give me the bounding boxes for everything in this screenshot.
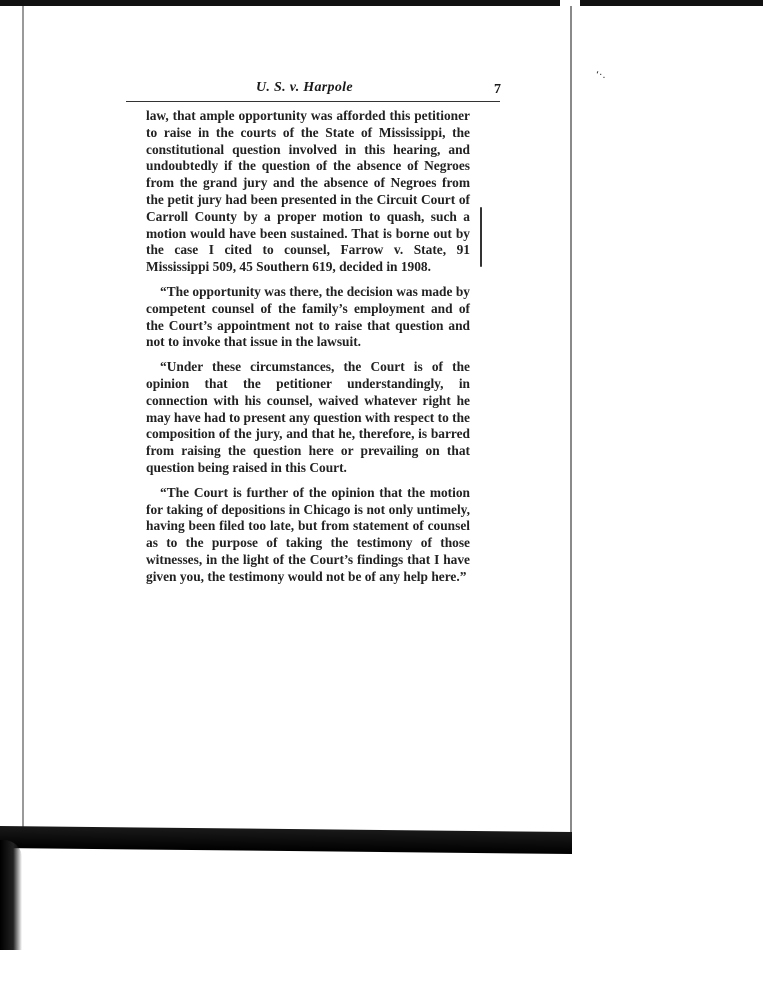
page-left-edge: [22, 6, 24, 830]
page-number: 7: [494, 82, 501, 97]
scan-top-edge: [0, 0, 763, 6]
paragraph: “The Court is further of the opinion that the motion for taking of depositions in Chicago is not only untimely, having been filed too late, but from statement of counsel as to the purpose of taking the testimony of those witnesses, in the light of the Court’s findings that I have given you, the testimony would not be of any help here.”: [146, 484, 470, 584]
running-title: U. S. v. Harpole: [256, 80, 353, 95]
running-head: [128, 80, 501, 100]
body-text: [146, 108, 470, 594]
paragraph: “The opportunity was there, the decision was made by competent counsel of the family’s employment and of the Court’s appointment not to raise that question and not to invoke that issue in the lawsuit.: [146, 283, 470, 350]
scan-smudge-mark: ‘‧.: [596, 70, 606, 81]
paragraph: “Under these circumstances, the Court is of the opinion that the petitioner understandingly, in connection with his counsel, waived whatever right he may have had to present any question with respect to the composition of the jury, and that he, therefore, is barred from raising the question here or prevailing on that question being raised in this Court.: [146, 359, 470, 475]
page-right-edge: [570, 6, 572, 846]
paragraph: law, that ample opportunity was afforded this petitioner to raise in the courts of the State of Mississippi, the constitutional question involved in this hearing, and undoubtedly if the question of the absence of Negroes from the grand jury and the absence of Negroes from the petit jury had been presented in the Circuit Court of Carroll County by a proper motion to quash, such a motion would have been sustained. That is borne out by the case I cited to counsel, Farrow v. State, 91 Mississippi 509, 45 Southern 619, decided in 1908.: [146, 108, 470, 275]
page-bottom-shadow: [0, 826, 572, 854]
page-curl-shadow: [0, 840, 22, 950]
header-rule: [126, 101, 500, 102]
margin-bracket-mark: [480, 207, 482, 267]
